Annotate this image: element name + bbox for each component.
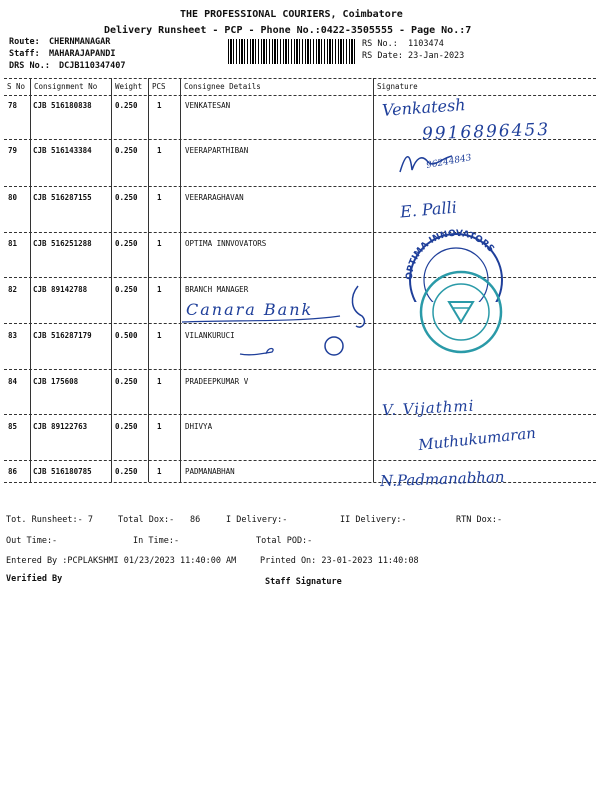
- row-consignee: VILANKURUCI: [185, 331, 235, 340]
- row-weight: 0.250: [115, 467, 138, 476]
- row-sno: 86: [8, 467, 18, 476]
- row-consignment: CJB 516180785: [33, 467, 92, 476]
- row-consignment: CJB 89122763: [33, 422, 88, 431]
- branch-scribbles: [180, 282, 370, 372]
- row-pcs: 1: [157, 285, 162, 294]
- i-delivery: I Delivery:-: [226, 515, 288, 525]
- row-consignee: VEERAPARTHIBAN: [185, 146, 249, 155]
- col-sno: S No: [7, 82, 26, 91]
- ii-delivery: II Delivery:-: [340, 515, 407, 525]
- row-weight: 0.250: [115, 422, 138, 431]
- row-consignee: VEERARAGHAVAN: [185, 193, 244, 202]
- verified-by: Verified By: [6, 574, 63, 584]
- row-pcs: 1: [157, 467, 162, 476]
- rs-no-value: 1103474: [408, 39, 444, 49]
- col-consignment: Consignment No: [34, 82, 98, 91]
- staff-signature: Staff Signature: [265, 577, 342, 587]
- row-consignment: CJB 516180838: [33, 101, 92, 110]
- row-consignee: BRANCH MANAGER: [185, 285, 249, 294]
- in-time: In Time:-: [133, 536, 180, 546]
- row-consignee: DHIVYA: [185, 422, 213, 431]
- rs-date-value: 23-Jan-2023: [408, 51, 465, 61]
- row-rule: [4, 460, 596, 461]
- entered-by: Entered By :PCPLAKSHMI 01/23/2023 11:40:00 AM: [6, 556, 237, 566]
- staff-value: MAHARAJAPANDI: [49, 49, 116, 59]
- row-pcs: 1: [157, 377, 162, 386]
- row-weight: 0.250: [115, 193, 138, 202]
- table-bottom-rule: [4, 482, 596, 483]
- col-consignee: Consignee Details: [184, 82, 261, 91]
- row-weight: 0.500: [115, 331, 138, 340]
- col-pcs: PCS: [152, 82, 166, 91]
- row-pcs: 1: [157, 422, 162, 431]
- signature-78-name: Venkatesh: [381, 95, 467, 120]
- rs-no-label: RS No.:: [362, 39, 398, 49]
- row-consignment: CJB 89142788: [33, 285, 88, 294]
- col-signature: Signature: [377, 82, 418, 91]
- row-consignment: CJB 516287179: [33, 331, 92, 340]
- barcode: [228, 39, 356, 64]
- signature-86: N.Padmanabhan: [379, 467, 505, 491]
- company-title: THE PROFESSIONAL COURIERS, Coimbatore: [180, 9, 403, 20]
- total-dox-label: Total Dox:-: [118, 515, 175, 525]
- row-pcs: 1: [157, 146, 162, 155]
- row-weight: 0.250: [115, 377, 138, 386]
- route-label: Route:: [9, 37, 40, 47]
- bank-stamp: [416, 268, 506, 356]
- row-sno: 83: [8, 331, 18, 340]
- signature-78-phone: 9916896453: [421, 119, 551, 145]
- row-rule: [4, 414, 596, 415]
- row-sno: 84: [8, 377, 18, 386]
- drs-value: DCJB110347407: [59, 61, 126, 71]
- row-pcs: 1: [157, 193, 162, 202]
- row-consignment: CJB 516143384: [33, 146, 92, 155]
- row-weight: 0.250: [115, 101, 138, 110]
- row-consignee: PADMANABHAN: [185, 467, 235, 476]
- route-value: CHERNMANAGAR: [49, 37, 111, 47]
- row-sno: 80: [8, 193, 18, 202]
- row-sno: 82: [8, 285, 18, 294]
- row-sno: 81: [8, 239, 18, 248]
- col-weight: Weight: [115, 82, 143, 91]
- row-consignment: CJB 175608: [33, 377, 79, 386]
- row-sno: 78: [8, 101, 18, 110]
- signature-80: E. Palli: [399, 197, 458, 222]
- signature-85: Muthukumaran: [417, 423, 537, 455]
- drs-label: DRS No.:: [9, 61, 50, 71]
- printed-on: Printed On: 23-01-2023 11:40:08: [260, 556, 419, 566]
- staff-label: Staff:: [9, 49, 40, 59]
- row-weight: 0.250: [115, 285, 138, 294]
- table-header-rule: [4, 95, 596, 96]
- row-pcs: 1: [157, 239, 162, 248]
- optima-stamp-text: OPTIMA INNOVATORS: [404, 228, 496, 281]
- total-pod: Total POD:-: [256, 536, 313, 546]
- row-consignee: OPTIMA INNVOVATORS: [185, 239, 267, 248]
- handwritten-canara-bank: Canara Bank: [186, 300, 314, 319]
- row-rule: [4, 186, 596, 187]
- row-sno: 79: [8, 146, 18, 155]
- tot-runsheet: Tot. Runsheet:- 7: [6, 515, 93, 525]
- row-weight: 0.250: [115, 146, 138, 155]
- row-consignment: CJB 516287155: [33, 193, 92, 202]
- row-weight: 0.250: [115, 239, 138, 248]
- rs-date-label: RS Date:: [362, 51, 403, 61]
- rtn-dox: RTN Dox:-: [456, 515, 503, 525]
- row-pcs: 1: [157, 331, 162, 340]
- signature-79-phone: 96244843: [425, 153, 473, 171]
- out-time: Out Time:-: [6, 536, 58, 546]
- row-sno: 85: [8, 422, 18, 431]
- runsheet-title: Delivery Runsheet - PCP - Phone No.:0422-3505555 - Page No.:7: [104, 25, 472, 36]
- table-top-rule: [4, 78, 596, 79]
- row-consignment: CJB 516251288: [33, 239, 92, 248]
- row-consignee: PRADEEPKUMAR V: [185, 377, 249, 386]
- row-pcs: 1: [157, 101, 162, 110]
- total-dox-value: 86: [190, 515, 201, 525]
- row-consignee: VENKATESAN: [185, 101, 231, 110]
- signature-84: V. Vijathmi: [381, 396, 475, 420]
